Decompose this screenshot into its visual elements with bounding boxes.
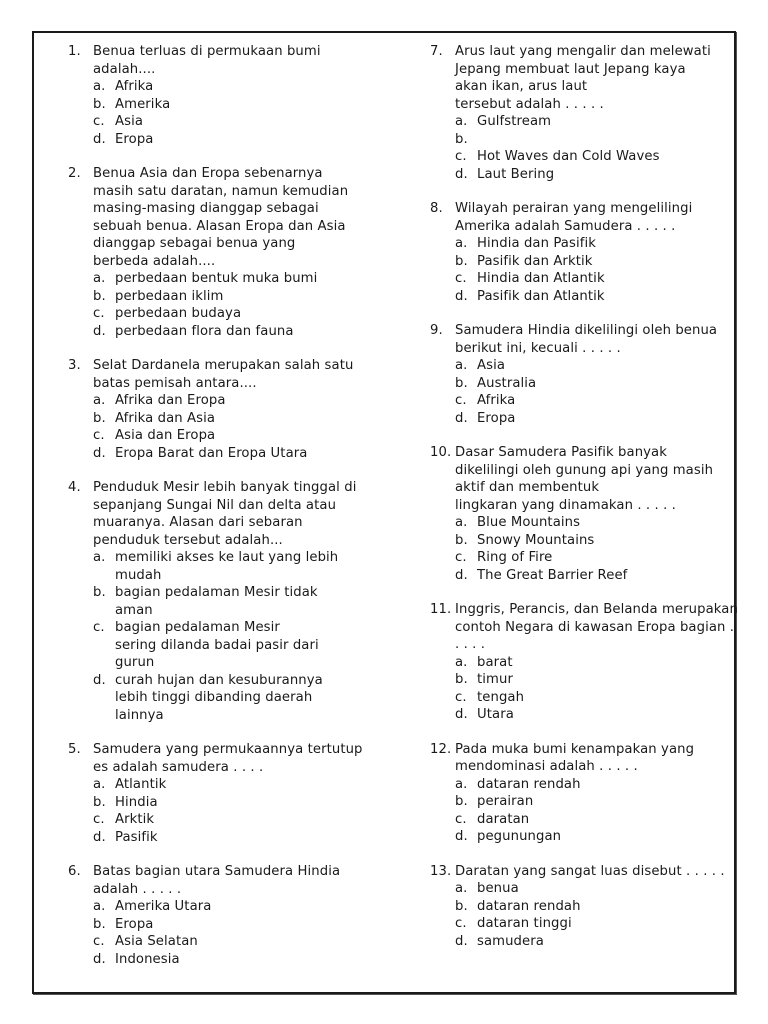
option-letter: d. [93,829,106,845]
question-8 [430,200,730,305]
option-d[interactable] [455,567,730,585]
option-d[interactable] [455,706,730,724]
option-letter: b. [455,532,468,548]
option-letter: c. [455,393,467,408]
option-text: timur [477,672,513,687]
question-stem: Penduduk Mesir lebih banyak tinggal di sepanjang Sungai Nil dan delta atau muaranya. Alasan dari sebaran penduduk tersebut adalah... [93,480,357,548]
option-a[interactable] [93,549,343,584]
question-6 [68,863,368,968]
option-text: benua [477,881,519,896]
option-letter: c. [93,620,105,635]
option-text: Snowy Mountains [477,532,595,548]
option-letter: b. [93,96,106,112]
option-letter: c. [455,149,467,164]
question-3 [68,357,368,462]
option-text: Indonesia [115,951,180,967]
options-list [455,235,730,305]
question-stem: Daratan yang sangat luas disebut . . . . . [455,863,725,879]
option-b[interactable] [93,410,368,428]
question-2 [68,165,368,340]
options-list [93,776,368,846]
option-letter: b. [93,410,106,426]
option-letter: b. [455,375,468,391]
option-text: dataran rendah [477,776,581,792]
stem-line: aktif dan membentuk [455,480,600,495]
option-letter: c. [455,811,467,827]
option-c[interactable] [455,148,730,166]
option-text: Pasifik dan Arktik [477,253,593,269]
option-d[interactable] [455,828,730,846]
option-letter: b. [93,585,106,600]
option-text: The Great Barrier Reef [477,567,628,583]
option-c[interactable] [93,933,368,951]
option-text: Laut Bering [477,166,555,182]
option-b[interactable] [455,532,730,550]
question-number: 6. [68,864,81,879]
option-text: Pasifik [115,829,158,845]
option-c[interactable] [455,392,730,410]
option-text: Asia [115,114,144,129]
option-d[interactable] [93,951,368,969]
option-text: daratan [477,811,530,827]
question-5 [68,741,368,846]
question-4 [68,479,368,724]
option-letter: a. [455,236,468,251]
option-text: curah hujan dan kesuburannya lebih tinggi dibanding daerah lainnya [115,672,323,723]
question-number: 13. [430,863,452,879]
stem-line: lingkaran yang dinamakan . . . . . [455,497,676,513]
question-10 [430,444,730,584]
option-letter: d. [455,567,468,583]
option-letter: a. [455,114,468,129]
options-list [455,357,730,427]
option-text: Eropa [115,131,154,147]
option-b[interactable] [455,793,730,811]
option-text: Eropa [115,916,154,932]
option-c[interactable] [93,427,368,445]
option-b[interactable] [93,96,368,114]
option-a[interactable] [455,514,730,532]
option-letter: b. [93,916,106,932]
options-list [455,654,730,724]
option-text: Hindia dan Atlantik [477,271,605,286]
question-stem: Benua Asia dan Eropa sebenarnya masih satu daratan, namun kemudian masing-masing dianggap sebagai sebuah benua. Alasan Eropa dan Asia dianggap sebagai benua yang berbeda adalah.... [93,166,349,269]
option-letter: a. [455,358,468,373]
option-letter: a. [93,79,106,94]
option-c[interactable] [455,549,730,567]
question-stem: Samudera yang permukaannya tertutup es adalah samudera . . . . [93,742,363,775]
option-b[interactable] [93,584,343,619]
option-letter: d. [455,288,468,304]
option-letter: a. [93,899,106,914]
option-text: memiliki akses ke laut yang lebih mudah [115,550,339,583]
option-text: Afrika dan Eropa [115,393,226,408]
left-column [68,43,368,985]
option-b[interactable] [93,916,368,934]
question-number: 8. [430,201,443,216]
option-letter: c. [455,689,467,705]
option-text: Utara [477,707,514,722]
option-letter: d. [455,933,468,949]
option-text: Eropa Barat dan Eropa Utara [115,445,308,461]
question-number: 5. [68,742,81,757]
option-letter: b. [455,672,468,687]
question-1 [68,43,368,148]
option-text: Eropa [477,410,516,426]
option-c[interactable] [93,619,343,672]
option-text: dataran tinggi [477,916,572,931]
option-text: Australia [477,375,537,391]
option-text: Atlantik [115,777,167,792]
option-a[interactable] [455,654,730,672]
option-c[interactable] [455,915,730,933]
option-c[interactable] [455,270,730,288]
option-b[interactable] [455,375,730,393]
question-stem [455,43,730,113]
option-letter: d. [93,323,106,339]
option-letter: b. [455,898,468,914]
option-text: Amerika [115,96,171,112]
question-9 [430,322,730,427]
question-stem: Samudera Hindia dikelilingi oleh benua berikut ini, kecuali . . . . . [455,323,718,356]
option-text [477,131,730,149]
option-d[interactable] [455,933,730,951]
option-text: perbedaan iklim [115,288,224,304]
stem-line: tersebut adalah . . . . . [455,96,604,112]
option-a[interactable] [93,78,368,96]
option-letter: c. [93,114,105,129]
option-a[interactable] [455,113,730,131]
option-letter: a. [455,881,468,896]
option-d[interactable] [93,445,368,463]
option-letter: c. [455,271,467,286]
stem-line: Jepang membuat laut Jepang kaya [455,61,686,77]
question-stem: Wilayah perairan yang mengelilingi Amerika adalah Samudera . . . . . [455,201,693,234]
right-column [430,43,738,967]
option-b[interactable] [93,288,368,306]
option-d[interactable] [93,131,368,149]
option-text: tengah [477,689,525,705]
options-list [455,514,730,584]
option-text: dataran rendah [477,898,581,914]
question-12 [430,741,730,846]
question-number: 12. [430,741,452,757]
option-a[interactable] [93,392,368,410]
option-c[interactable] [93,811,368,829]
option-letter: a. [455,515,468,530]
option-text: Gulfstream [477,114,552,129]
option-letter: b. [455,131,468,147]
option-text: Asia dan Eropa [115,428,216,443]
option-letter: b. [93,288,106,304]
option-letter: c. [455,550,467,565]
option-letter: d. [93,672,106,688]
option-c[interactable] [455,689,730,707]
option-b[interactable] [455,898,730,916]
question-7 [430,43,730,183]
options-list [93,549,343,724]
question-number: 11. [430,602,452,617]
option-letter: c. [93,306,105,321]
stem-line: akan ikan, arus laut [455,79,588,94]
option-letter: a. [455,654,468,670]
option-text: Hot Waves dan Cold Waves [477,149,660,164]
option-d[interactable] [455,288,730,306]
question-number: 1. [68,44,81,59]
stem-line: Arus laut yang mengalir dan melewati [455,44,711,59]
option-letter: a. [93,777,106,792]
question-stem: Batas bagian utara Samudera Hindia adalah . . . . . [93,864,341,897]
option-d[interactable] [455,166,730,184]
option-letter: d. [93,445,106,461]
option-d[interactable] [93,672,343,725]
option-letter: d. [455,410,468,426]
option-letter: a. [93,271,106,286]
option-c[interactable] [93,305,368,323]
option-letter: d. [93,951,106,967]
options-list [455,113,730,183]
option-letter: a. [93,393,106,408]
option-a[interactable] [93,270,368,288]
option-letter: b. [93,794,106,810]
option-text: Asia Selatan [115,934,198,949]
option-d[interactable] [455,410,730,428]
question-13 [430,863,730,951]
option-letter: d. [455,166,468,182]
option-a[interactable] [93,776,368,794]
option-letter: c. [93,934,105,949]
option-text: perbedaan bentuk muka bumi [115,271,318,286]
question-stem: Selat Dardanela merupakan salah satu batas pemisah antara.... [93,358,354,391]
option-text: Ring of Fire [477,550,553,565]
option-text: perbedaan budaya [115,306,242,321]
option-text: Pasifik dan Atlantik [477,288,605,304]
option-a[interactable] [455,776,730,794]
option-d[interactable] [93,323,368,341]
option-b[interactable] [93,794,368,812]
question-number: 9. [430,323,443,338]
option-text: bagian pedalaman Mesir sering dilanda badai pasir dari gurun [115,620,319,670]
option-text: Hindia dan Pasifik [477,236,596,251]
options-list [93,392,368,462]
option-a[interactable] [455,357,730,375]
question-11 [430,601,738,724]
question-number: 10. [430,445,452,460]
option-text: pegunungan [477,829,562,844]
option-a[interactable] [455,235,730,253]
question-stem: Inggris, Perancis, dan Belanda merupakan contoh Negara di kawasan Eropa bagian . . . . . [455,602,738,652]
option-text: perairan [477,794,534,809]
option-letter: c. [93,812,105,827]
option-text: Hindia [115,794,158,810]
option-text: Arktik [115,812,155,827]
options-list [93,898,368,968]
option-text: Afrika [477,393,516,408]
option-a[interactable] [455,880,730,898]
question-stem: Pada muka bumi kenampakan yang mendominasi adalah . . . . . [455,741,695,774]
question-stem: Benua terluas di permukaan bumi adalah.... [93,44,321,77]
option-letter: d. [455,829,468,844]
option-letter: a. [455,776,468,792]
option-text: barat [477,654,513,670]
option-c[interactable] [93,113,368,131]
option-text: Amerika Utara [115,899,212,914]
option-b[interactable] [455,253,730,271]
option-letter: b. [455,794,468,809]
option-a[interactable] [93,898,368,916]
option-text: Asia [477,358,506,373]
option-b[interactable] [455,131,730,149]
options-list [93,78,368,148]
option-text: Afrika dan Asia [115,410,216,426]
option-text: bagian pedalaman Mesir tidak aman [115,585,318,618]
question-number: 4. [68,480,81,495]
option-letter: a. [93,550,106,565]
options-list [455,880,730,950]
option-d[interactable] [93,829,368,847]
option-text: perbedaan flora dan fauna [115,323,294,339]
question-number: 7. [430,44,443,59]
option-letter: d. [93,131,106,147]
option-letter: c. [93,428,105,443]
question-number: 3. [68,358,81,373]
stem-line: Dasar Samudera Pasifik banyak [455,445,667,460]
options-list [93,270,368,340]
stem-line: dikelilingi oleh gunung api yang masih [455,462,714,478]
option-letter: d. [455,707,468,722]
options-list [455,776,730,846]
option-letter: b. [455,253,468,269]
option-text: samudera [477,933,544,949]
option-letter: c. [455,916,467,931]
question-stem [455,444,730,514]
option-text: Afrika [115,79,154,94]
option-c[interactable] [455,811,730,829]
option-b[interactable] [455,671,730,689]
option-text: Blue Mountains [477,515,581,530]
question-number: 2. [68,166,81,181]
